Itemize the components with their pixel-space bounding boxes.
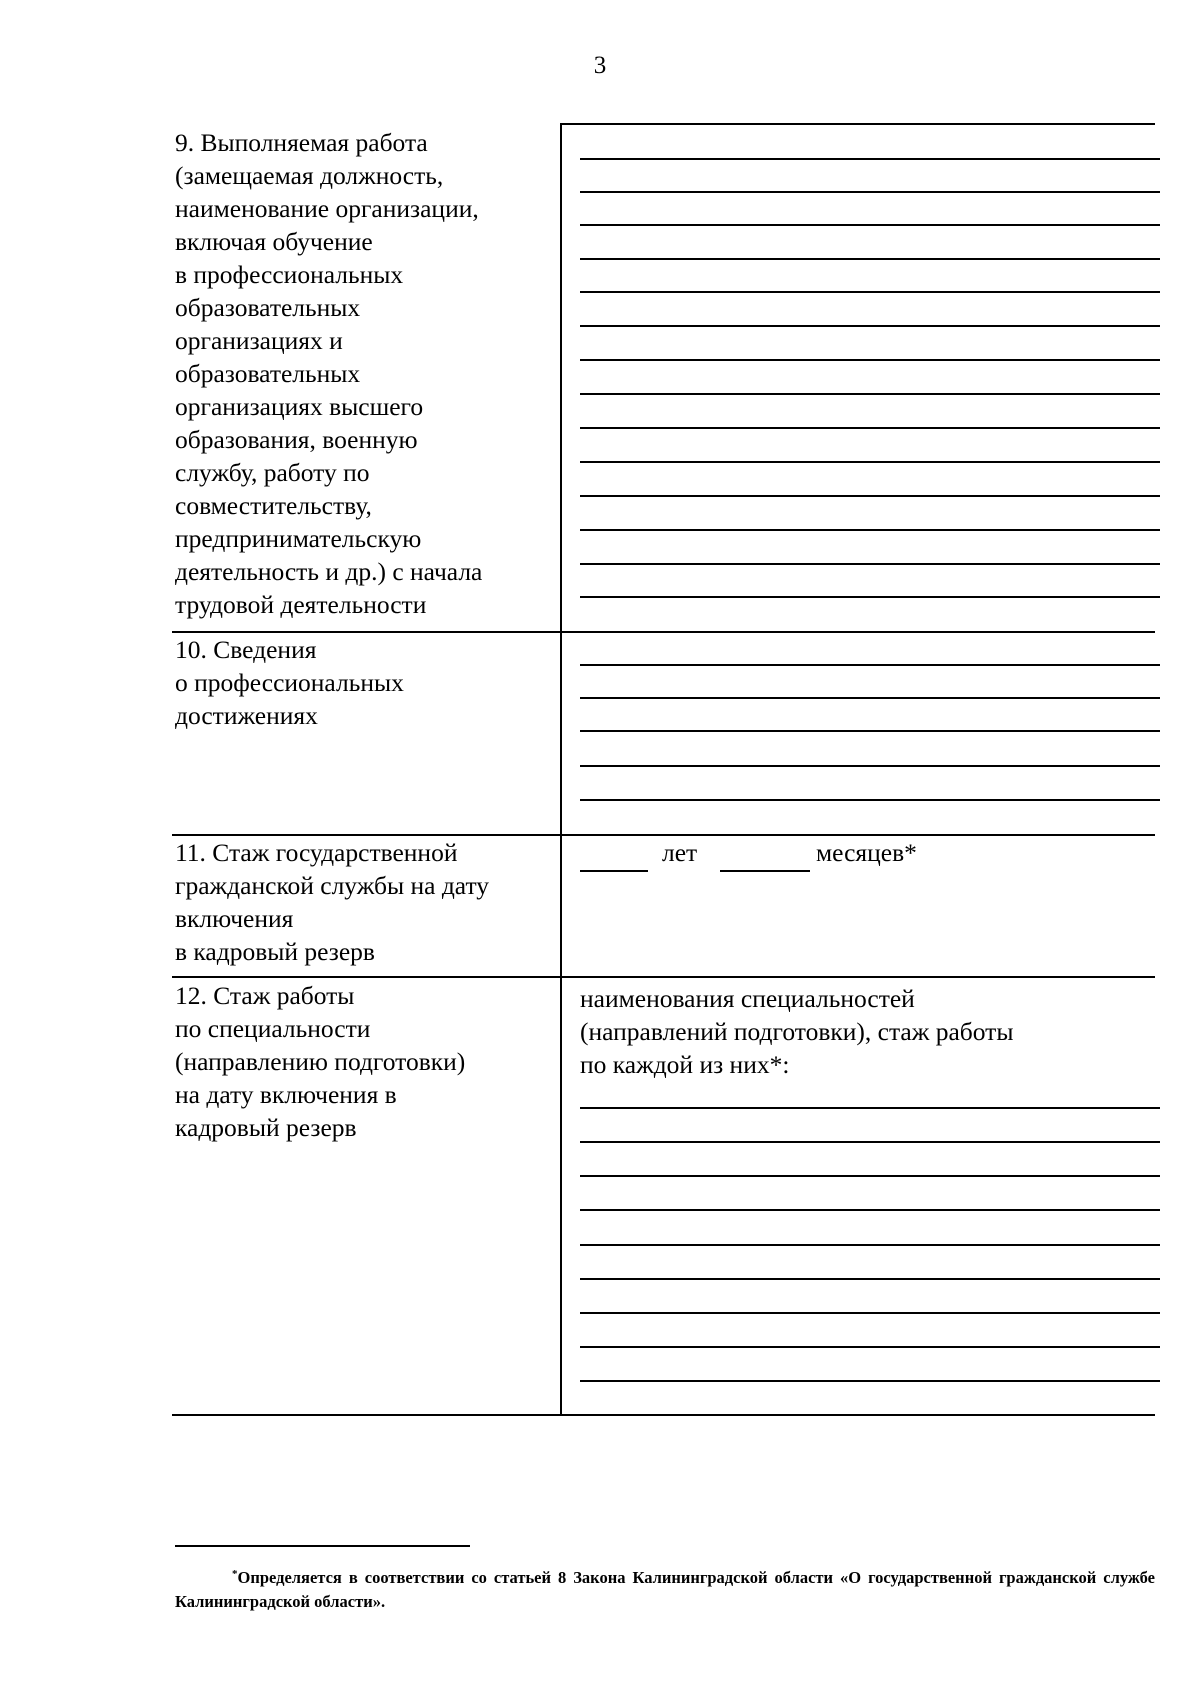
fill-line[interactable]	[580, 461, 1160, 463]
fill-line[interactable]	[580, 258, 1160, 260]
fill-line[interactable]	[580, 1380, 1160, 1382]
row-9-label: 9. Выполняемая работа (замещаемая должность, наименование организации, включая обучение в профессиональных образовательных организациях и образовательных организациях высшего образования, военную службу, работу по совместительству, предпринимательскую деятельность и др.) с начала трудовой деятельности	[175, 128, 483, 619]
fill-line[interactable]	[580, 1244, 1160, 1246]
fill-line[interactable]	[580, 427, 1160, 429]
years-label: лет	[662, 838, 698, 867]
fill-line[interactable]	[580, 563, 1160, 565]
fill-line[interactable]	[580, 191, 1160, 193]
fill-line[interactable]	[580, 325, 1160, 327]
fill-line[interactable]	[580, 1278, 1160, 1280]
months-blank[interactable]	[720, 870, 810, 872]
footnote-text: Определяется в соответствии со статьей 8 Закона Калининградской области «О государственной гражданской службе Калининградской области».	[175, 1568, 1155, 1611]
row-12-instructions: наименования специальностей (направлений подготовки), стаж работы по каждой из них*:	[580, 984, 1014, 1079]
fill-line[interactable]	[580, 1346, 1160, 1348]
fill-line[interactable]	[580, 596, 1160, 598]
months-label: месяцев*	[816, 838, 917, 867]
page-number: 3	[593, 52, 607, 79]
fill-line[interactable]	[580, 765, 1160, 767]
row-10-label: 10. Сведения о профессиональных достижениях	[175, 635, 404, 730]
fill-line[interactable]	[580, 224, 1160, 226]
fill-line[interactable]	[580, 799, 1160, 801]
table-top-border	[560, 123, 1155, 125]
row-12-label: 12. Стаж работы по специальности (направлению подготовки) на дату включения в кадровый резерв	[175, 981, 466, 1142]
fill-line[interactable]	[580, 1209, 1160, 1211]
row-divider-11-12	[172, 976, 1155, 978]
fill-line[interactable]	[580, 359, 1160, 361]
fill-line[interactable]	[580, 1175, 1160, 1177]
fill-line[interactable]	[580, 529, 1160, 531]
fill-line[interactable]	[580, 1107, 1160, 1109]
footnote-marker: *	[232, 1568, 238, 1580]
fill-line[interactable]	[580, 730, 1160, 732]
years-blank[interactable]	[580, 870, 648, 872]
footnote	[175, 1562, 1155, 1614]
fill-line[interactable]	[580, 158, 1160, 160]
fill-line[interactable]	[580, 664, 1160, 666]
row-11-label: 11. Стаж государственной гражданской службы на дату включения в кадровый резерв	[175, 838, 490, 966]
footnote-separator	[175, 1545, 470, 1547]
table-column-divider	[560, 123, 562, 1416]
fill-line[interactable]	[580, 393, 1160, 395]
fill-line[interactable]	[580, 1141, 1160, 1143]
fill-line[interactable]	[580, 697, 1160, 699]
fill-line[interactable]	[580, 495, 1160, 497]
table-bottom-border	[172, 1414, 1155, 1416]
fill-line[interactable]	[580, 291, 1160, 293]
fill-line[interactable]	[580, 1312, 1160, 1314]
